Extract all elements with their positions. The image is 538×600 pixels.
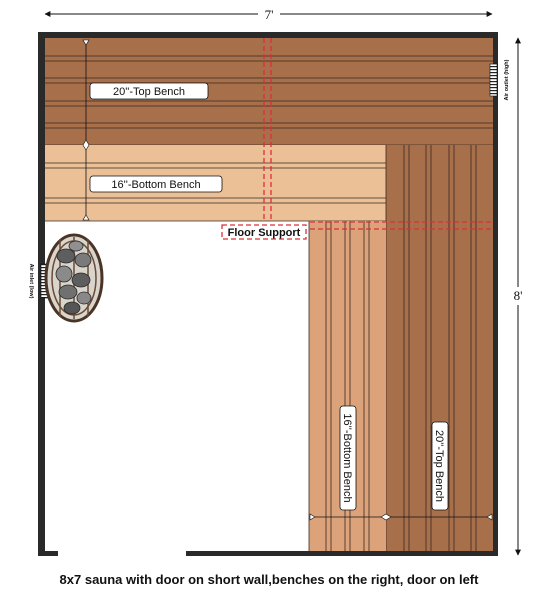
length-label: 8'	[513, 288, 523, 303]
air-outlet-label: Air outlet (high)	[504, 59, 510, 101]
bottom-bench-vertical-label	[340, 406, 356, 510]
width-dimension	[45, 6, 492, 22]
svg-text:20''-Top Bench: 20''-Top Bench	[433, 429, 445, 503]
air-outlet-vent	[490, 59, 510, 100]
length-dimension	[508, 38, 528, 555]
svg-text:16''-Bottom Bench: 16''-Bottom Bench	[111, 179, 201, 191]
top-bench-horizontal-label	[90, 83, 208, 99]
sauna-heater-icon	[46, 235, 102, 321]
top-bench-vertical-label	[432, 422, 448, 510]
svg-text:20''-Top Bench: 20''-Top Bench	[112, 86, 186, 98]
floor-support-label: Floor Support	[227, 227, 301, 239]
bottom-bench-horizontal-label	[90, 176, 222, 192]
diagram-caption: 8x7 sauna with door on short wall,benches on the right, door on left	[59, 572, 479, 587]
air-inlet-label: Air inlet (low)	[28, 263, 34, 299]
width-label: 7'	[264, 7, 274, 22]
svg-text:16''-Bottom Bench: 16''-Bottom Bench	[341, 413, 353, 503]
